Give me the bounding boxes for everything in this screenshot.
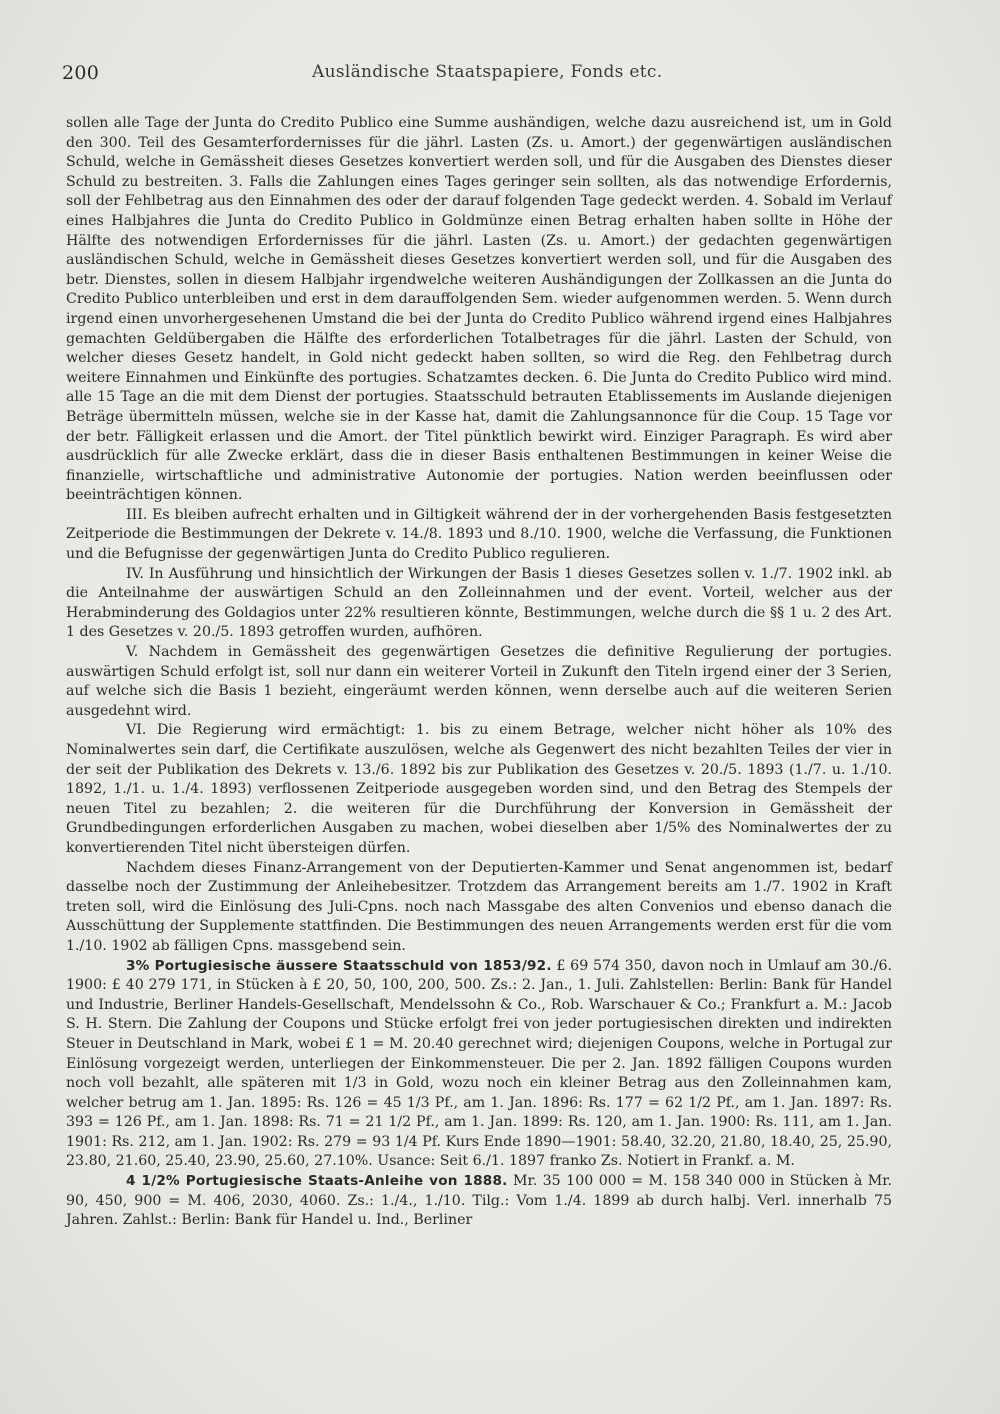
paragraph-text: Nachdem dieses Finanz-Arrangement von der Deputierten-Kammer und Senat angenommen ist, bedarf dasselbe noch der Zustimmung der Anleihebesitzer. Trotzdem das Arrangement bereits am 1./7. 1902 in Kraft treten soll, wird die Einlösung des Juli-Cpns. noch nach Massgabe des alten Convenios und ebenso danach die Ausschüttung der Supplemente stattfinden. Die Bestimmungen des neuen Arrangements werden erst für die vom 1./10. 1902 ab fälligen Cpns. massgebend sein. <box>66 859 892 954</box>
paragraph-text: sollen alle Tage der Junta do Credito Publico eine Summe aushändigen, welche dazu ausreichend ist, um in Gold den 300. Teil des Gesamterfordernisses für die jährl. Lasten (Zs. u. Amort.) der gegenwärtigen ausländischen Schuld, welche in Gemässheit dieses Gesetzes konvertiert werden soll, und für die Ausgaben des Dienstes dieser Schuld zu bestreiten. 3. Falls die Zahlungen eines Tages geringer sein sollten, als das notwendige Erfordernis, soll der Fehlbetrag aus den Einnahmen des oder der darauf folgenden Tage gedeckt werden. 4. Sobald im Verlauf eines Halbjahres die Junta do Credito Publico in Goldmünze einen Betrag erhalten haben sollte in Höhe der Hälfte des notwendigen Erfordernisses für die jährl. Lasten (Zs. u. Amort.) der gedachten gegenwärtigen ausländischen Schuld, welche in Gemässheit dieses Gesetzes konvertiert werden soll, und für die Ausgaben des betr. Dienstes, sollen in diesem Halbjahr irgendwelche weiteren Aushändigungen der Zollkassen an die Junta do Credito Publico unterbleiben und erst in dem darauffolgenden Sem. wieder aufgenommen werden. 5. Wenn durch irgend einen unvorhergesehenen Umstand die bei der Junta do Credito Publico während irgend eines Halbjahres gemachten Geldübergaben die Hälfte des erforderlichen Totalbetrages für die jährl. Lasten der Schuld, von welcher dieses Gesetz handelt, in Gold nicht gedeckt haben sollten, so wird die Reg. den Fehlbetrag durch weitere Einnahmen und Einkünfte des portugies. Schatzamtes decken. 6. Die Junta do Credito Publico wird mind. alle 15 Tage an die mit dem Dienst der portugies. Staatsschuld betrauten Etablissements im Auslande diejenigen Beträge übermitteln müssen, welche sie in der Kasse hat, damit die Zahlungsannonce für die Coup. 15 Tage vor der betr. Fälligkeit erlassen und die Amort. der Titel pünktlich bewirkt wird. Einziger Paragraph. Es wird aber ausdrücklich für alle Zwecke erklärt, dass die in dieser Basis enthaltenen Bestimmungen in keiner Weise die finanzielle, wirtschaftliche und administrative Autonomie der portugies. Nation werden beeinflussen oder beeinträchtigen können. <box>66 115 892 504</box>
paragraph-text: £ 69 574 350, davon noch in Umlauf am 30./6. 1900: £ 40 279 171, in Stücken à £ 20, 50, 100, 200, 500. Zs.: 2. Jan., 1. Juli. Zahlstellen: Berlin: Bank für Handel und Industrie, Berliner Handels-Gesellschaft, Mendelssohn & Co., Rob. Warschauer & Co.; Frankfurt a. M.: Jacob S. H. Stern. Die Zahlung der Coupons und Stücke erfolgt frei von jeder portugiesischen direkten und indirekten Steuer in Deutschland in Mark, wobei £ 1 = M. 20.40 gerechnet wird; diejenigen Coupons, welche in Portugal zur Einlösung vorgezeigt werden, unterliegen der Einkommensteuer. Die per 2. Jan. 1892 fälligen Coupons wurden noch voll bezahlt, alle späteren mit 1/3 in Gold, wozu noch ein kleiner Betrag aus den Zolleinnahmen kam, welcher betrug am 1. Jan. 1895: Rs. 126 = 45 1/3 Pf., am 1. Jan. 1896: Rs. 177 = 62 1/2 Pf., am 1. Jan. 1897: Rs. 393 = 126 Pf., am 1. Jan. 1898: Rs. 71 = 21 1/2 Pf., am 1. Jan. 1899: Rs. 120, am 1. Jan. 1900: Rs. 111, am 1. Jan. 1901: Rs. 212, am 1. Jan. 1902: Rs. 279 = 93 1/4 Pf. Kurs Ende 1890—1901: 58.40, 32.20, 21.80, 18.40, 25, 25.90, 23.80, 21.60, 25.40, 23.90, 25.60, 27.10%. Usance: Seit 6./1. 1897 franko Zs. Notiert in Frankf. a. M. <box>66 957 892 1170</box>
paragraph <box>66 506 892 565</box>
body-text <box>66 114 892 1231</box>
paragraph <box>66 643 892 721</box>
paragraph <box>66 721 892 858</box>
page-number: 200 <box>62 62 100 84</box>
page-header <box>62 62 917 86</box>
running-title: Ausländische Staatspapiere, Fonds etc. <box>312 62 663 82</box>
section-title: 4 1/2% Portugiesische Staats-Anleihe von 1888. <box>126 1173 508 1190</box>
paragraph <box>66 565 892 643</box>
paragraph-text: V. Nachdem in Gemässheit des gegenwärtigen Gesetzes die definitive Regulierung der portugies. auswärtigen Schuld erfolgt ist, soll nur dann ein weiterer Vorteil in Zukunft den Titeln irgend einer der 3 Serien, auf welche sich die Basis 1 bezieht, eingeräumt werden können, wenn derselbe auch auf die weiteren Serien ausgedehnt wird. <box>66 644 892 719</box>
paragraph <box>66 1172 892 1231</box>
paragraph-text: Mr. 35 100 000 = M. 158 340 000 in Stücken à Mr. 90, 450, 900 = M. 406, 2030, 4060. Zs.: 1./4., 1./10. Tilg.: Vom 1./4. 1899 ab durch halbj. Verl. innerhalb 75 Jahren. Zahlst.: Berlin: Bank für Handel u. Ind., Berliner <box>66 1173 893 1229</box>
paragraph <box>66 114 892 506</box>
paragraph-text: III. Es bleiben aufrecht erhalten und in Giltigkeit während der in der vorhergehenden Basis festgesetzten Zeitperiode die Bestimmungen der Dekrete v. 14./8. 1893 und 8./10. 1900, welche die Verfassung, die Funktionen und die Befugnisse der gegenwärtigen Junta do Credito Publico regulieren. <box>66 506 892 563</box>
paragraph-text: IV. In Ausführung und hinsichtlich der Wirkungen der Basis 1 dieses Gesetzes sollen v. 1./7. 1902 inkl. ab die Anteilnahme der auswärtigen Schuld an den Zolleinnahmen und der event. Vorteil, welcher aus der Herabminderung des Goldagios unter 22% resultieren könnte, Bestimmungen, welche durch die §§ 1 u. 2 des Art. 1 des Gesetzes v. 20./5. 1893 getroffen wurden, aufhören. <box>66 565 892 641</box>
paragraph-text: VI. Die Regierung wird ermächtigt: 1. bis zu einem Betrage, welcher nicht höher als 10% des Nominalwertes sein darf, die Certifikate auszulösen, welche als Gegenwert des nicht bezahlten Teiles der vier in der seit der Publikation des Dekrets v. 13./6. 1892 bis zur Publikation des Gesetzes v. 20./5. 1893 (1./7. u. 1./10. 1892, 1./1. u. 1./4. 1893) verflossenen Zeitperiode ausgegeben worden sind, und den Betrag des Stempels der neuen Titel zu bezahlen; 2. die weiteren für die Durchführung der Konversion in Gemässheit der Grundbedingungen erforderlichen Ausgaben zu machen, wobei dieselben aber 1/5% des Nominalwertes der zu konvertierenden Titel nicht übersteigen dürfen. <box>66 722 892 856</box>
section-title: 3% Portugiesische äussere Staatsschuld von 1853/92. <box>126 957 552 974</box>
paragraph <box>66 957 892 1173</box>
paragraph <box>66 859 892 957</box>
